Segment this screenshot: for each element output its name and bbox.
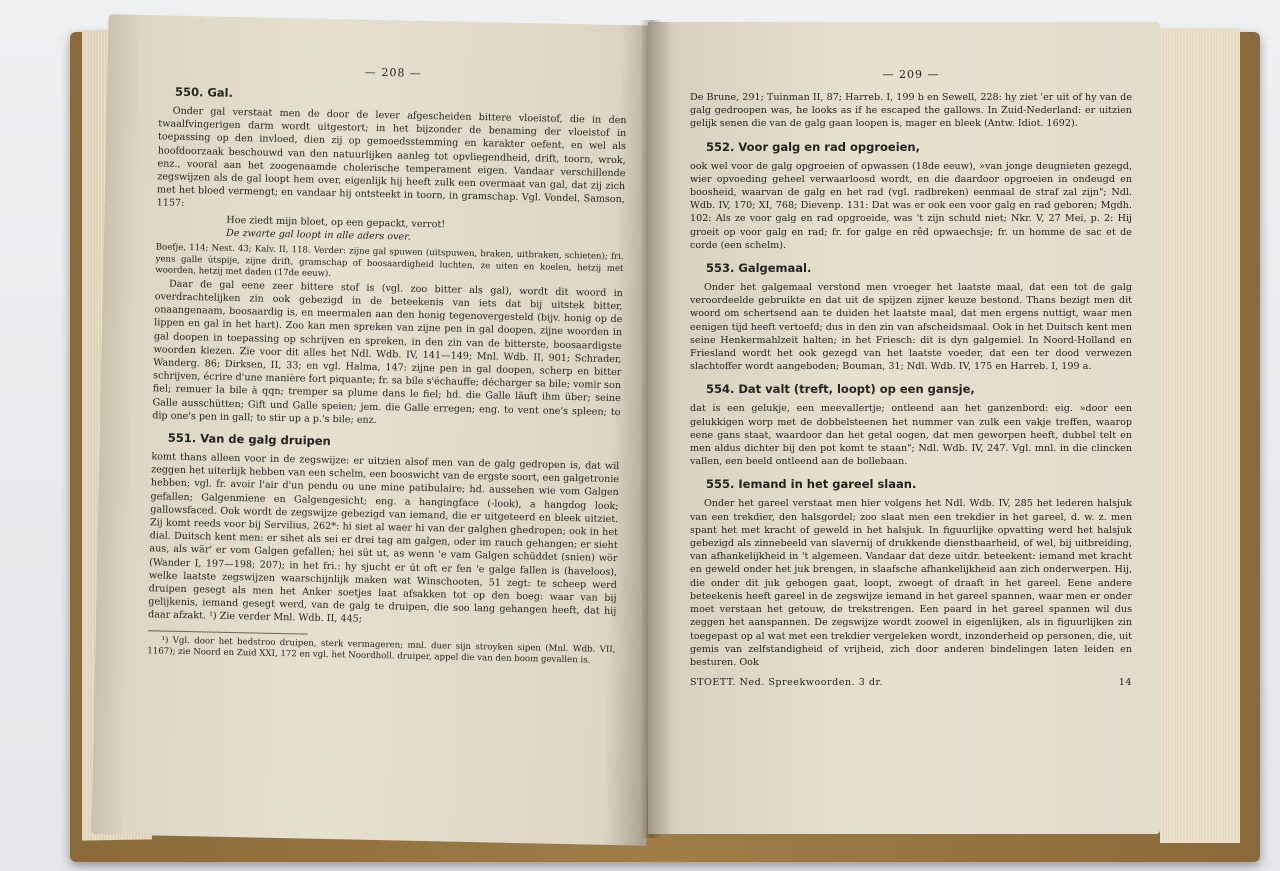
page-number-left: — 208 — bbox=[364, 65, 423, 80]
right-page bbox=[648, 22, 1160, 834]
heading-553: 553. Galgemaal. bbox=[706, 261, 812, 276]
quote-line-2: De zwarte gal loopt in alle aders over. bbox=[225, 227, 411, 243]
left-page bbox=[91, 14, 663, 845]
heading-551: 551. Van de galg druipen bbox=[167, 430, 331, 449]
page-edges-right bbox=[1160, 28, 1240, 843]
paragraph-553: Onder het galgemaal verstond men vroeger het laatste maal, dat een tot de galg veroordeelde gebruikte en dat uit de spijzen zijner keuze bestond. Thans bezigt men dit woord om schertsend aan te duiden het laatste maal, dat men ergens nuttigt, waar men eenigen tijd heeft vertoefd; dus in den zin van afscheidsmaal. Ook in het Duitsch kent men seine Henkermahlzeit halten; in het Friesch: dit is dyn galgemiel. In Noord-Holland en Friesland wordt het ook gezegd van het laatste voeder, dat een ter dood verwezen slachtoffer wordt aangeboden; Bouman, 31; Ndl. Wdb. IV, 175 en Harreb. I, 199 a. bbox=[690, 282, 1132, 373]
paragraph-550-2: Boefje, 114; Nest. 43; Kalv. II, 118. Verder: zijne gal spuwen (uitspuwen, braken, uitbraken, schieten); fri. yens galle útspije, zijne drift, gramschap of boosaardigheid luchten, ze uiten en koelen, hetzij met woorden, hetzij met daden (17de eeuw). bbox=[155, 242, 624, 280]
paragraph-continued: De Brune, 291; Tuinman II, 87; Harreb. I, 199 b en Sewell, 228: hy ziet 'er uit of hy van de galg gedroopen was, he looks as if he escaped the gallows. In Zuid-Nederland: er uitzien gelijk senen die van de galg gaan loopen is, mager en bleek (Antw. Idiot. 1692). bbox=[690, 92, 1132, 130]
footer-signature: STOETT. Ned. Spreekwoorden. 3 dr. bbox=[690, 677, 884, 689]
heading-552: 552. Voor galg en rad opgroeien, bbox=[706, 139, 920, 154]
footnote: ¹) Vgl. door het bedstroo druipen, sterk vermageren; mnl. duer sijn stroyken sipen (Mnl. Wdb. VII, 1167); zie Noord en Zuid XXI, 172 en vgl. het Noordholl. druiper, appel die van den boom gevallen is. bbox=[147, 635, 616, 666]
paragraph-552: ook wel voor de galg opgroeien of opwassen (18de eeuw), »van jonge deugnieten gezegd, wier opvoeding geheel verwaarloosd wordt, en die daardoor opgroeien in ondeugd en boosheid, waarvan de galg en het rad (vgl. radbreken) eenmaal de straf zal zijn"; Ndl. Wdb. IV, 170; XI, 768; Dievenp. 131: Dat was er ook een voor galg en rad geboren; Mgdh. 102: Als ze voor galg en rad opgroeide, was 't zijn schuld niet; Nkr. V, 27 Mei, p. 2: Hij groeit op voor galg en rad; fr. for galge en rêd opwaechsje; fr. un homme de sac et de corde (een schelm). bbox=[690, 160, 1132, 251]
page-number-right: — 209 — bbox=[882, 68, 940, 81]
left-page-text bbox=[147, 61, 627, 668]
quote-line-1: Hoe ziedt mijn bloet, op een gepackt, verrot! bbox=[226, 214, 446, 230]
heading-554: 554. Dat valt (treft, loopt) op een gansje, bbox=[706, 382, 975, 397]
paragraph-554: dat is een gelukje, een meevallertje; ontleend aan het ganzenbord: eig. »door een gelukkigen worp met de dobbelsteenen het nummer van zulk een vakje treffen, waarop eene gans staat, waardoor dan het getal oogen, dat men geworpen heeft, dubbel telt en men aldus dichter bij den pot komt te staan"; Ndl. Wdb. IV, 247. Vgl. mnl. in die clincken vallen, een beeld ontleend aan de bollebaan. bbox=[690, 403, 1132, 468]
paragraph-550-3: Daar de gal eene zeer bittere stof is (vgl. zoo bitter als gal), wordt dit woord in overdrachtelijken zin ook gebezigd in de beteekenis van iets dat bij uitstek bitter, onaangenaam, boosaardig is, en meermalen aan den honig tegenovergesteld (bijv. honig op de lippen en gal in het hart). Zoo kan men spreken van zijne pen in gal doopen, zijne woorden in gal doopen in toepassing op schrijven en spreken, in den zin van de bitterste, boosaardigste woorden kiezen. Zie voor dit alles het Ndl. Wdb. IV, 141—149; Mnl. Wdb. II, 901; Schrader, Wanderg. 86; Dirksen, II, 33; en vgl. Halma, 147: zijne pen in gal doopen, scherp en bitter schrijven, écrire d'une manière fort piquante; fr. sa bile s'échauffe; décharger sa bile; vomir son fiel; remuer la bile à qqn; tremper sa plume dans le fiel; hd. die Galle läuft ihm über; seine Galle ausschütten; Gift und Galle speien; jem. die Galle erregen; eng. to vent one's spleen; to dip one's pen in gall; to stir up a p.'s bile; enz. bbox=[152, 278, 624, 426]
paragraph-555: Onder het gareel verstaat men hier volgens het Ndl. Wdb. IV, 285 het lederen halsjuk van een trekdier, den halsgordel; zoo slaat men een trekdier in het gareel, d. w. z. men spant het met kracht of geweld in het halsjuk. In figuurlijke opvatting werd het halsjuk gebezigd als zinnebeeld van slavernij of drukkende dienstbaarheid, of wel, bij uitbreiding, van afhankelijkheid in 't algemeen. Vandaar dat deze uitdr. beteekent: iemand met kracht en geweld onder het juk brengen, in slaafsche afhankelijkheid aan zich onderwerpen. Hij, die onder dit juk gebogen gaat, loopt, zwoegt of draaft in het gareel. Eene andere beteekenis heeft gareel in de zegswijze iemand in het gareel spannen, waar men er onder moet verstaan het getouw, de trekstrengen. Een paard in het gareel spannen wil dus zeggen het aanspannen. De zegswijze wordt zoowel in eigenlijken, als in figuurlijken zin toegepast op al wat met een trekdier vergeleken wordt, inzonderheid op personen, die, uit gemis van zelfstandigheid of vrijheid, zich door anderen bindelingen laten leiden en besturen. Ook bbox=[690, 498, 1132, 668]
paragraph-550-1: Onder gal verstaat men de door de lever afgescheiden bittere vloeistof, die in den twaalfvingerigen darm wordt uitgestort; in het bijzonder de benaming der vloeistof in toepassing op den invloed, dien zij op gemoedsstemming en karakter oefent, en wel als hoofdoorzaak beschouwd van den natuurlijken aanleg tot opvliegendheid, drift, toorn, wrok, enz., vooral aan het zoogenaamde cholerische temperament eigen. Vandaar verschillende zegswijzen als de gal loopt hem over, eigenlijk hij heeft zulk een overmaat van gal, dat zij zich met het bloed vermengt; en vandaar hij ontsteekt in toorn, in gramschap. Vgl. Vondel, Samson, 1157: bbox=[156, 105, 627, 210]
footnote-divider bbox=[148, 630, 308, 634]
paragraph-551: komt thans alleen voor in de zegswijze: er uitzien alsof men van de galg gedropen is, dat wil zeggen het uiterlijk hebben van een schelm, een booswicht van de ergste soort, een galgetronie hebben; vgl. fr. avoir l'air d'un pendu ou une mine patibulaire; hd. aussehen wie vom Galgen gefallen; Galgenmiene en Galgengesicht; eng. a hangingface (-look), a hangdog look; gallowsfaced. Ook wordt de zegswijze gebezigd van iemand, die er uitgeteerd en bleek uitziet. Zij komt reeds voor bij Servilius, 262*: hi siet al waer hi van der galghen ghedropen; ook in het dial. Duitsch kent men: er sihet als sei er drei tag am galgen, oder im rauch gehangen; er sieht aus, als wär' er vom Galgen gefallen; hei süt ut, as wenn 'e vam Galgen schüddet (snien) wör (Wander I, 197—198; 207); in het fri.: hy sjucht er út oft er fen 'e galge fallen is (haveloos), welke laatste zegswijzen waarschijnlijk maken wat Winschooten, 51 zegt: te scheep werd druipen gesegt als men het Anker soetjes laat afsakken tot op den boeg: waar van bij gelijkenis, iemand gesegt werd, van de galg te druipen, die soo lang gehangen heeft, dat hij daar afzakt. ¹) Zie verder Mnl. Wdb. II, 445; bbox=[147, 451, 620, 626]
heading-550: 550. Gal. bbox=[174, 84, 234, 100]
page-footer bbox=[690, 677, 1132, 688]
footer-number: 14 bbox=[1118, 677, 1132, 689]
heading-555: 555. Iemand in het gareel slaan. bbox=[706, 477, 917, 492]
right-page-text bbox=[690, 68, 1132, 688]
